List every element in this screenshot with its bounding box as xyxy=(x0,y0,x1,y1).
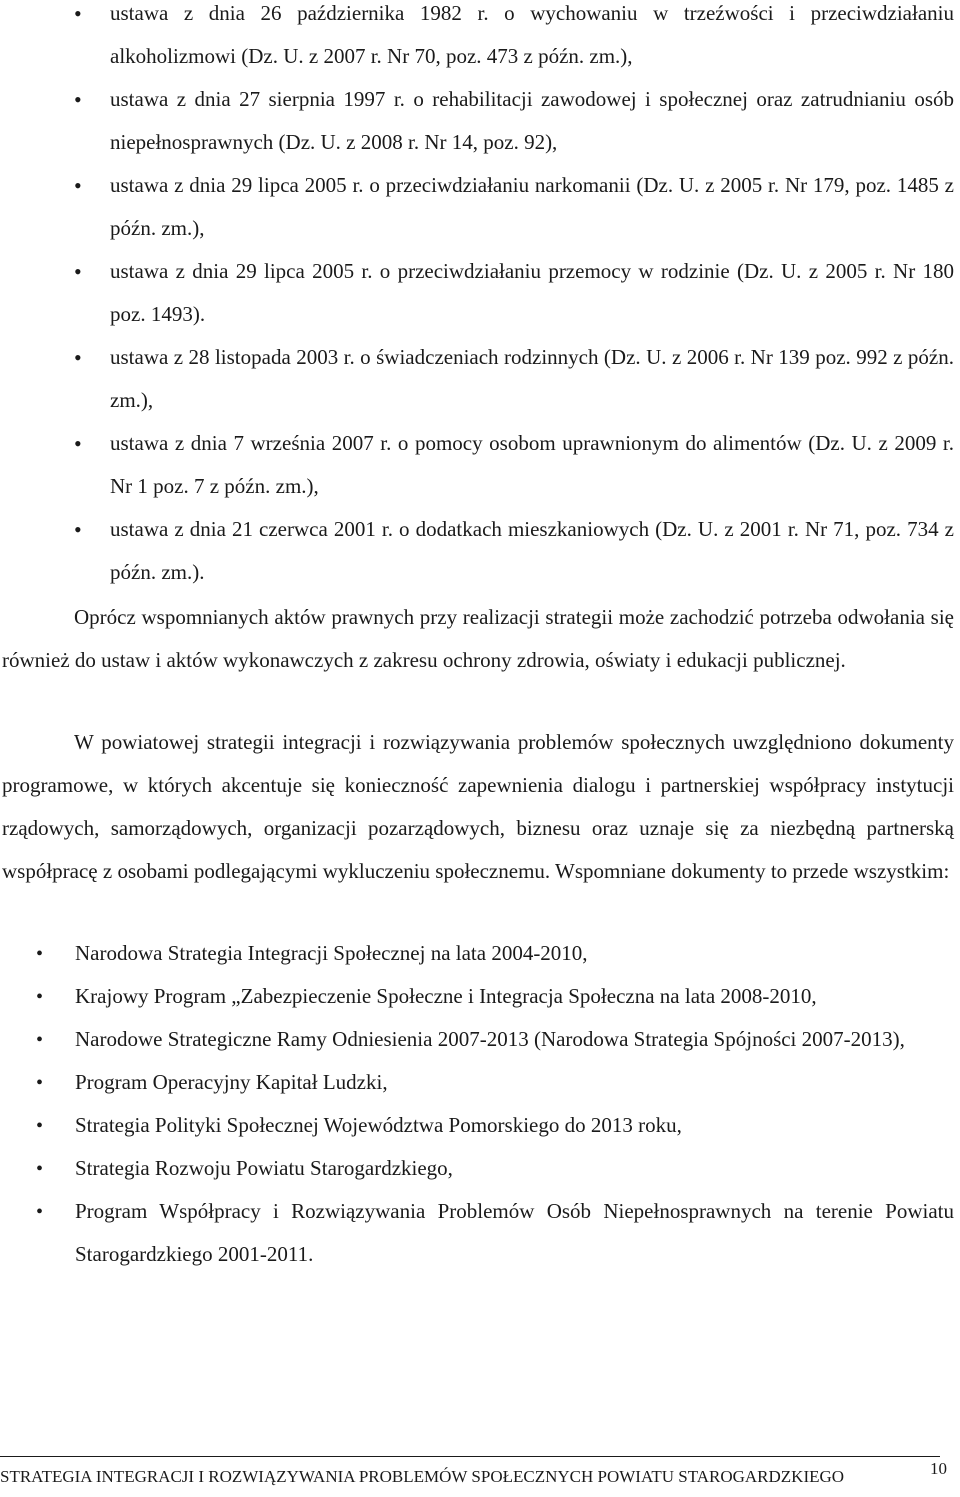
list-item: • Program Współpracy i Rozwiązywania Problemów Osób Niepełnosprawnych na terenie Powiatu Starogardzkiego 2001-2011. xyxy=(36,1199,954,1266)
bullet-icon: • xyxy=(36,943,44,965)
paragraph-additional-acts: Oprócz wspomnianych aktów prawnych przy realizacji strategii może zachodzić potrzeba odwołania się również do ustaw i aktów wykonawczych z zakresu ochrony zdrowia, oświaty i edukacji publicznej. xyxy=(2,605,954,672)
list-item: • Program Operacyjny Kapitał Ludzki, xyxy=(36,1070,388,1094)
bullet-icon: • xyxy=(74,431,82,456)
bullet-icon: • xyxy=(74,87,82,112)
list-item: • Krajowy Program „Zabezpieczenie Społeczne i Integracja Społeczna na lata 2008-2010, xyxy=(36,984,817,1008)
footer-title: STRATEGIA INTEGRACJI I ROZWIĄZYWANIA PROBLEMÓW SPOŁECZNYCH POWIATU STAROGARDZKIEGO xyxy=(0,1467,845,1486)
list-item: • Narodowa Strategia Integracji Społecznej na lata 2004-2010, xyxy=(36,941,588,965)
bullet-icon: • xyxy=(74,1,82,26)
list-item: • ustawa z dnia 7 września 2007 r. o pomocy osobom uprawnionym do alimentów (Dz. U. z 2009 r. Nr 1 poz. 7 z późn. zm.), xyxy=(74,431,954,498)
laws-list xyxy=(0,0,960,594)
list-item: • Strategia Polityki Społecznej Województwa Pomorskiego do 2013 roku, xyxy=(36,1113,682,1137)
bullet-icon: • xyxy=(36,1072,44,1094)
list-item: • ustawa z dnia 27 sierpnia 1997 r. o rehabilitacji zawodowej i społecznej oraz zatrudnianiu osób niepełnosprawnych (Dz. U. z 2008 r. Nr 14, poz. 92), xyxy=(74,87,954,154)
list-item: • ustawa z dnia 26 października 1982 r. o wychowaniu w trzeźwości i przeciwdziałaniu alkoholizmowi (Dz. U. z 2007 r. Nr 70, poz. 473 z późn. zm.), xyxy=(74,1,954,68)
list-item: • ustawa z dnia 29 lipca 2005 r. o przeciwdziałaniu narkomanii (Dz. U. z 2005 r. Nr 179, poz. 1485 z późn. zm.), xyxy=(74,173,954,240)
documents-list xyxy=(0,932,960,1276)
bullet-icon: • xyxy=(74,173,82,198)
bullet-icon: • xyxy=(36,1115,44,1137)
paragraph-program-documents: W powiatowej strategii integracji i rozwiązywania problemów społecznych uwzględniono dokumenty programowe, w których akcentuje się konieczność zapewnienia dialogu i partnerskiej współpracy instytucji rządowych, samorządowych, organizacji pozarządowych, biznesu oraz uznaje się za niezbędną partnerską współpracę z osobami podlegającymi wykluczeniu społecznemu. Wspomniane dokumenty to przede wszystkim: xyxy=(2,730,954,883)
bullet-icon: • xyxy=(74,345,82,370)
bullet-icon: • xyxy=(36,1029,44,1051)
bullet-icon: • xyxy=(36,986,44,1008)
list-item: • Strategia Rozwoju Powiatu Starogardzkiego, xyxy=(36,1156,453,1180)
list-item: • ustawa z dnia 29 lipca 2005 r. o przeciwdziałaniu przemocy w rodzinie (Dz. U. z 2005 r. Nr 180 poz. 1493). xyxy=(74,259,954,326)
bullet-icon: • xyxy=(74,517,82,542)
bullet-icon: • xyxy=(36,1158,44,1180)
bullet-icon: • xyxy=(36,1201,44,1223)
page-number: 10 xyxy=(930,1459,947,1478)
bullet-icon: • xyxy=(74,259,82,284)
footer-divider xyxy=(0,1456,940,1457)
list-item: • ustawa z 28 listopada 2003 r. o świadczeniach rodzinnych (Dz. U. z 2006 r. Nr 139 poz. 992 z późn. zm.), xyxy=(74,345,954,412)
list-item: • ustawa z dnia 21 czerwca 2001 r. o dodatkach mieszkaniowych (Dz. U. z 2001 r. Nr 71, poz. 734 z późn. zm.). xyxy=(74,517,954,584)
list-item: • Narodowe Strategiczne Ramy Odniesienia 2007-2013 (Narodowa Strategia Spójności 2007-2013), xyxy=(36,1027,905,1051)
page-footer xyxy=(0,1459,960,1492)
